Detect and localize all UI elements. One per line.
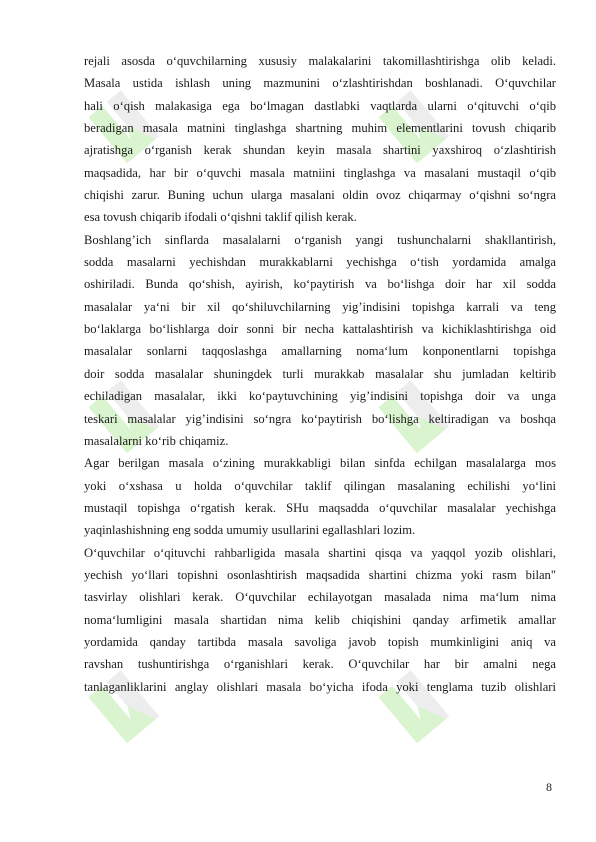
text-line: oshiriladi. Bunda qo‘shish, ayirish, ko‘paytirish va bo‘lishga doir har xil sodda — [84, 277, 556, 292]
text-line: Boshlang’ich sinflarda masalalarni o‘rganish yangi tushunchalarni shakllantirish, — [84, 232, 556, 247]
text-line: Agar berilgan masala o‘zining murakkabligi bilan sinfda echilgan masalalarga mos — [84, 456, 556, 471]
text-line: masalalar sonlarni taqqoslashga amallarning noma‘lum konponentlarni topishga — [84, 344, 556, 359]
text-line: ravshan tushuntirishga o‘rganishlari kerak. O‘quvchilar har bir amalni nega — [84, 657, 556, 672]
text-line: doir sodda masalalar shuningdek turli murakkab masalalar shu jumladan keltirib — [84, 366, 556, 381]
text-line: chiqishi zarur. Buning uchun ularga masalani oldin ovoz chiqarmay o‘qishni so‘ngra — [84, 188, 556, 203]
text-line: beradigan masala matnini tinglashga shartning muhim elementlarini tovush chiqarib — [84, 121, 556, 136]
text-line: yaqinlashishning eng sodda umumiy usullarini egallashlari lozim. — [84, 523, 416, 538]
text-line: tanlaganliklarini anglay olishlari masala bo‘yicha ifoda yoki tenglama tuzib olishlari — [84, 679, 556, 694]
body-text — [84, 50, 556, 698]
text-line: yechish yo‘llari topishni osonlashtirish maqsadida shartini chizma yoki rasm bilan" — [84, 567, 556, 582]
text-line: ajratishga o‘rganish kerak shundan keyin masala shartini yaxshiroq o‘zlashtirish — [84, 143, 556, 158]
text-line: echiladigan masalalar, ikki ko‘paytuvchining yig’indisini topishga doir va unga — [84, 389, 556, 404]
text-line: esa tovush chiqarib ifodali o‘qishni taklif qilish kerak. — [84, 210, 357, 225]
text-line: sodda masalarni yechishdan murakkablarni yechishga o‘tish yordamida amalga — [84, 255, 556, 270]
text-line: maqsadida, har bir o‘quvchi masala matniini tinglashga va masalani mustaqil o‘qib — [84, 165, 556, 180]
text-line: bo‘laklarga bo‘lishlarga doir sonni bir necha kattalashtirish va kichiklashtirishga oid — [84, 322, 556, 337]
text-line: noma‘lumligini masala shartidan nima kelib chiqishini qanday arfimetik amallar — [84, 612, 556, 627]
text-line: hali o‘qish malakasiga ega bo‘lmagan dastlabki vaqtlarda ularni o‘qituvchi o‘qib — [84, 98, 556, 113]
page-number: 8 — [546, 780, 552, 794]
text-line: masalalarni ko‘rib chiqamiz. — [84, 433, 229, 448]
text-line: masalalar ya‘ni bir xil qo‘shiluvchilarning yig’indisini topishga karrali va teng — [84, 299, 556, 314]
text-line: mustaqil topishga o‘rgatish kerak. SHu maqsadda o‘quvchilar masalalar yechishga — [84, 500, 556, 515]
text-line: yoki o‘xshasa u holda o‘quvchilar taklif qilingan masalaning echilishi yo‘lini — [84, 478, 556, 493]
text-line: yordamida qanday tartibda masala savoliga javob topish mumkinligini aniq va — [84, 634, 556, 649]
text-line: O‘quvchilar o‘qituvchi rahbarligida masala shartini qisqa va yaqqol yozib olishlari, — [84, 545, 556, 560]
text-line: Masala ustida ishlash uning mazmunini o‘zlashtirishdan boshlanadi. O‘quvchilar — [84, 76, 556, 91]
text-line: teskari masalalar yig’indisini so‘ngra ko‘paytirish bo‘lishga keltiradigan va boshqa — [84, 411, 556, 426]
text-line: tasvirlay olishlari kerak. O‘quvchilar echilayotgan masalada nima ma‘lum nima — [84, 590, 556, 605]
text-line: rejali asosda o‘quvchilarning xususiy malakalarini takomillashtirishga olib keladi. — [84, 54, 556, 68]
